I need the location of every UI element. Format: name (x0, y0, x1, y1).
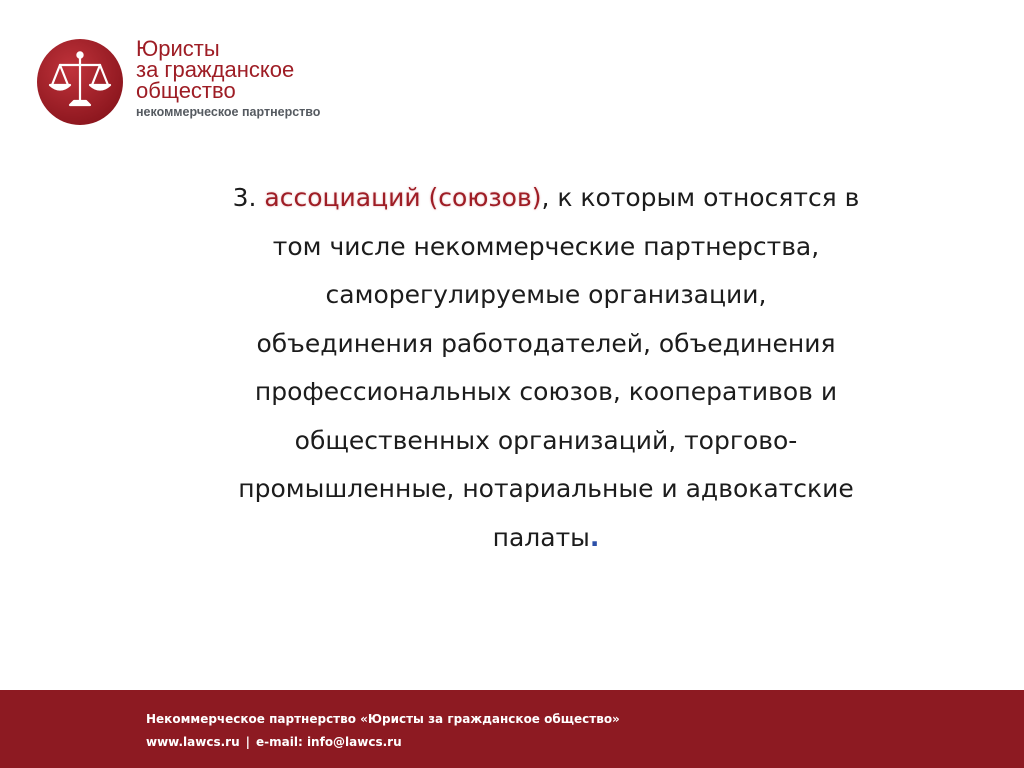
logo-title-line-1: Юристы (136, 36, 220, 61)
highlighted-term: ассоциаций (союзов) (264, 183, 542, 212)
body-line-8-text: палаты (492, 522, 590, 552)
body-line-4: объединения работодателей, объединения (256, 328, 836, 358)
logo-title-line-3: общество (136, 78, 236, 103)
body-line-3: саморегулируемые организации, (325, 280, 767, 309)
footer-organization: Некоммерческое партнерство «Юристы за гражданское общество» (146, 712, 620, 726)
body-line-1-rest: , к которым относятся в (541, 183, 860, 212)
footer-website-link[interactable]: www.lawcs.ru (146, 735, 240, 749)
footer-email-link[interactable]: e-mail: info@lawcs.ru (256, 735, 402, 749)
list-number: 3. (232, 183, 265, 212)
logo-text (136, 38, 376, 120)
footer-contacts (146, 735, 402, 749)
body-line-5: профессиональных союзов, кооперативов и (254, 377, 838, 406)
slide-body-text (140, 174, 952, 562)
footer-bar (0, 690, 1024, 768)
footer-separator: | (245, 735, 251, 749)
body-line-2: том числе некоммерческие партнерства, (272, 231, 820, 261)
organization-logo (36, 38, 376, 130)
final-period: . (589, 522, 600, 552)
body-line-8 (140, 514, 952, 563)
logo-title-line-2: за гражданское (136, 57, 295, 82)
scales-of-justice-icon (36, 38, 124, 126)
body-line-1 (140, 174, 952, 223)
body-line-6: общественных организаций, торгово- (294, 425, 798, 455)
logo-subtitle: некоммерческое партнерство (136, 105, 321, 119)
body-line-7: промышленные, нотариальные и адвокатские (238, 474, 854, 503)
